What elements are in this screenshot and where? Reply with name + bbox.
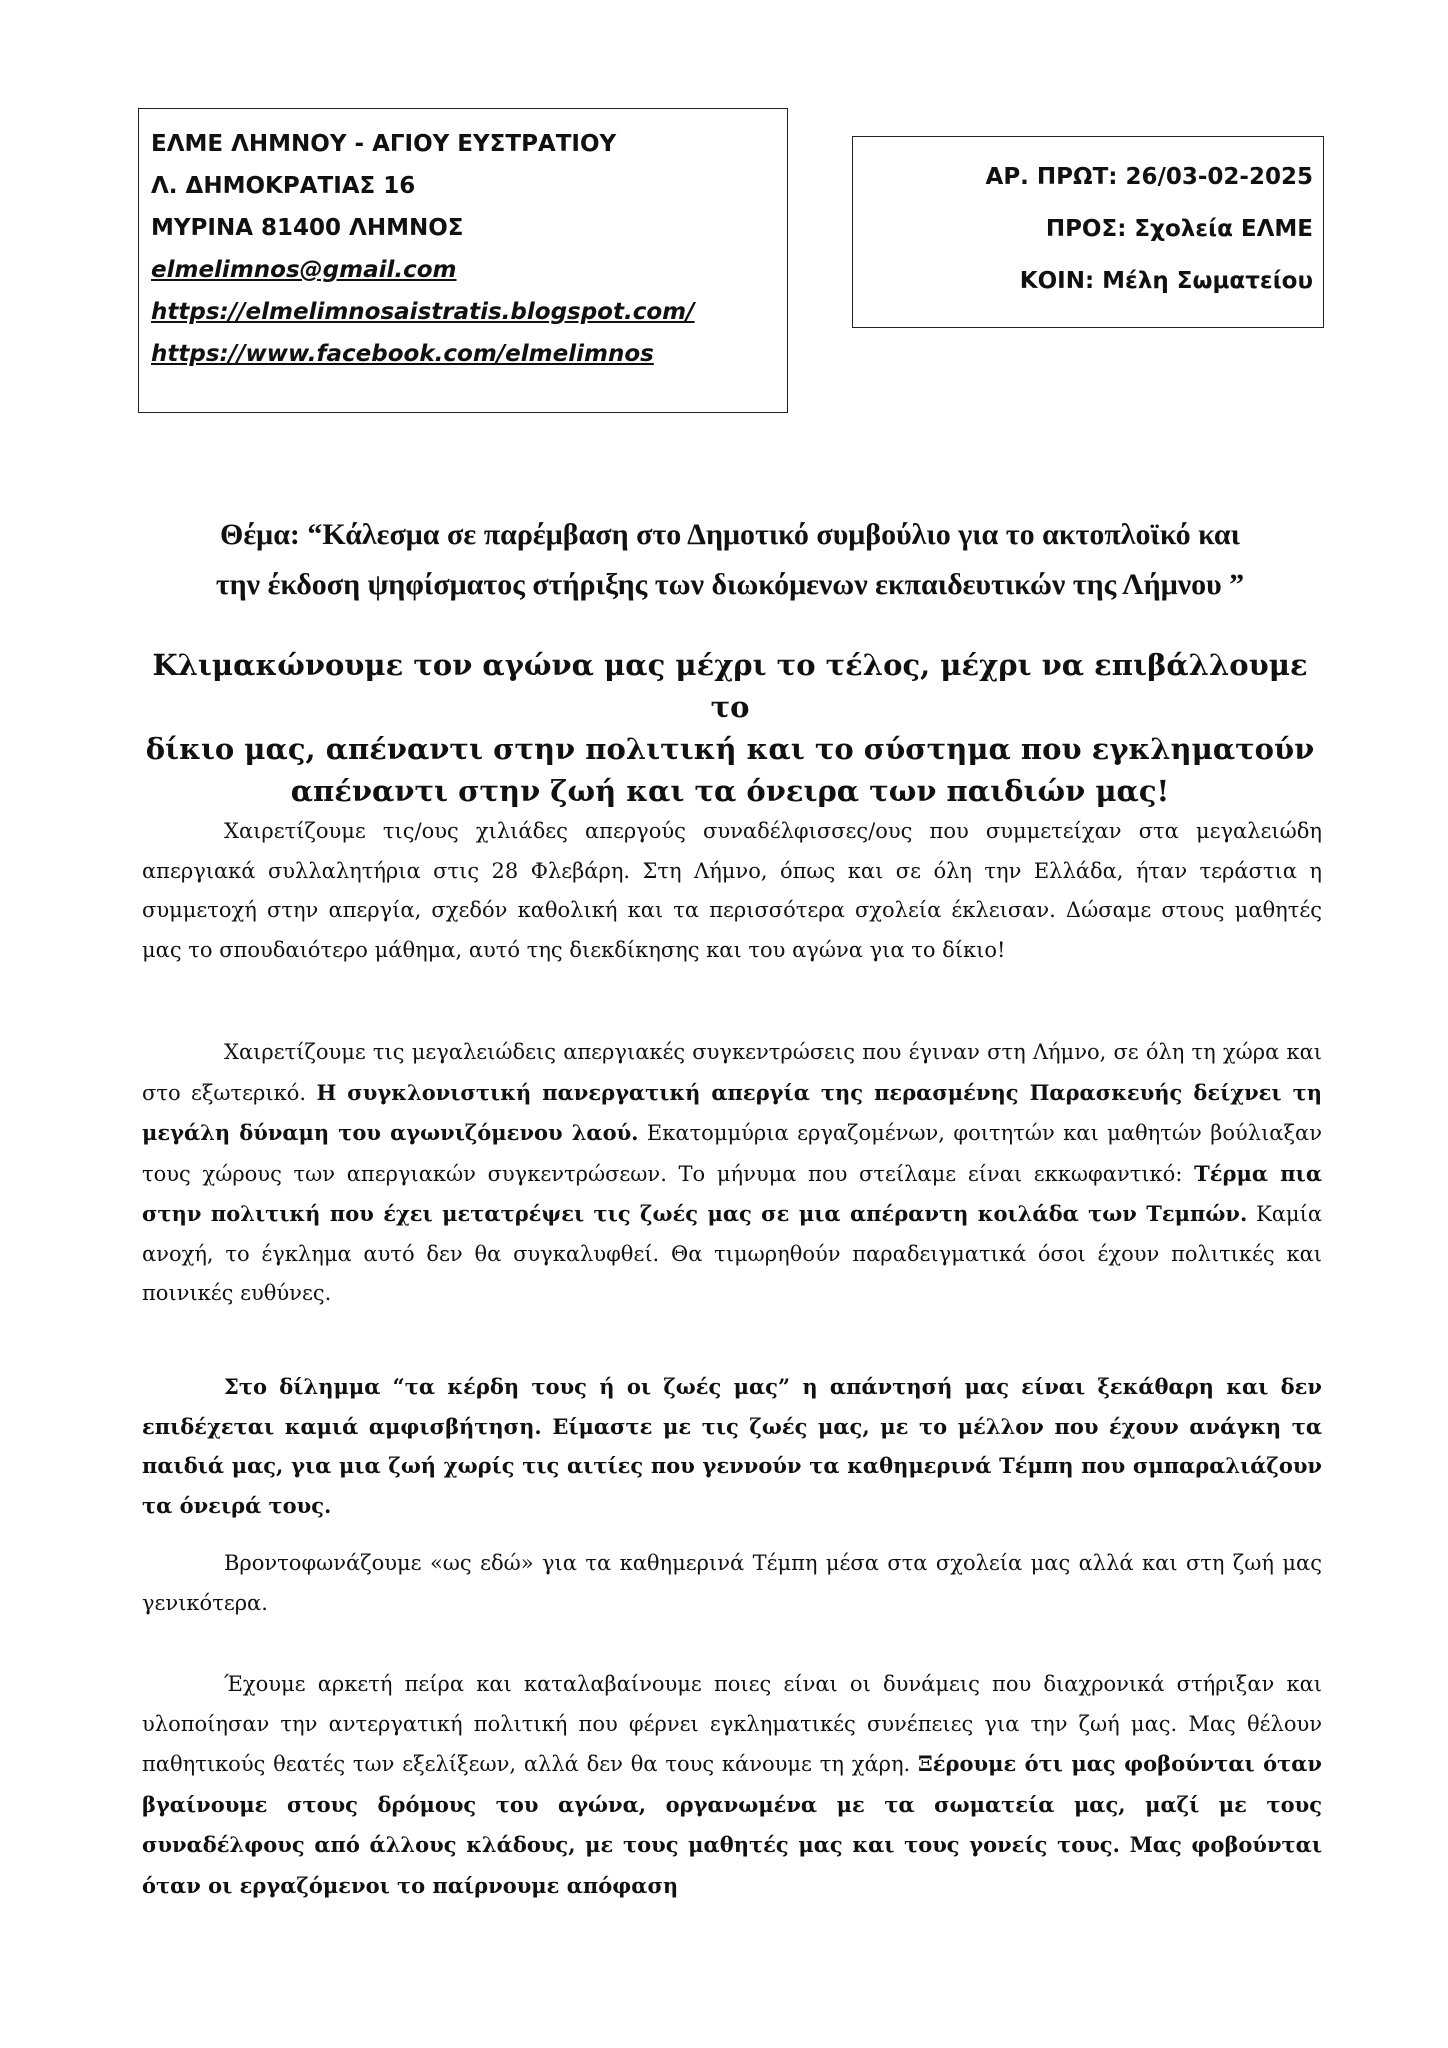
paragraph-2-bold-b: Η συγκλονιστική πανεργατική απεργία της περασμένης Παρασκευής δείχνει τη μεγάλη δύναμη του αγωνιζόμενου λαού.: [142, 1079, 1322, 1145]
paragraph-2-bold-d: Τέρμα πια στην πολιτική που έχει μετατρέψει τις ζωές μας σε μια απέραντη κοιλάδα των Τεμπών.: [142, 1160, 1322, 1226]
paragraph-2-text-c: Εκατομμύρια εργαζομένων, φοιτητών και μαθητών βούλιαξαν τους χώρους των απεργιακών συγκεντρώσεων. Το μήνυμα που στείλαμε είναι εκκωφαντικό:: [142, 1121, 1322, 1186]
sender-facebook-link[interactable]: https://www.facebook.com/elmelimnos: [151, 341, 654, 367]
headline-line-1: Κλιμακώνουμε τον αγώνα μας μέχρι το τέλος, μέχρι να επιβάλλουμε το: [152, 648, 1308, 724]
carbon-copy: ΚΟΙΝ: Μέλη Σωματείου: [1019, 268, 1313, 294]
headline-line-3: απέναντι στην ζωή και τα όνειρα των παιδιών μας!: [290, 774, 1170, 808]
sender-org: ΕΛΜΕ ΛΗΜΝΟΥ - ΑΓΙΟΥ ΕΥΣΤΡΑΤΙΟΥ: [151, 131, 617, 157]
paragraph-5-text-a: Έχουμε αρκετή πείρα και καταλαβαίνουμε ποιες είναι οι δυνάμεις που διαχρονικά στήριξαν και υλοποίησαν την αντεργατική πολιτική που φέρνει εγκληματικές συνέπειες για την ζωή μας. Μας θέλουν παθητικούς θεατές των εξελίξεων, αλλά δεν θα τους κάνουμε τη χάρη.: [142, 1672, 1322, 1776]
sender-address-box: [138, 108, 788, 413]
paragraph-3: Στο δίλημμα “τα κέρδη τους ή οι ζωές μας” η απάντησή μας είναι ξεκάθαρη και δεν επιδέχεται καμιά αμφισβήτηση. Είμαστε με τις ζωές μας, με το μέλλον που έχουν ανάγκη τα παιδιά μας, για μια ζωή χωρίς τις αιτίες που γεννούν τα καθημερινά Τέμπη που σμπαραλιάζουν τα όνειρά τους.: [142, 1374, 1322, 1518]
sender-city: ΜΥΡΙΝΑ 81400 ΛΗΜΝΟΣ: [151, 215, 464, 241]
paragraph-2: [142, 1033, 1322, 1314]
headline: [140, 644, 1320, 812]
subject-heading: [140, 510, 1320, 610]
protocol-number: ΑΡ. ΠΡΩΤ: 26/03-02-2025: [985, 164, 1313, 190]
document-meta-box: [852, 136, 1324, 328]
sender-blog-link[interactable]: https://elmelimnosaistratis.blogspot.com/: [151, 299, 695, 325]
paragraph-2-text-a: Χαιρετίζουμε τις μεγαλειώδεις απεργιακές συγκεντρώσεις που έγιναν στη Λήμνο, σε όλη τη χώρα και στο εξωτερικό.: [142, 1040, 1322, 1105]
paragraph-5: [142, 1665, 1322, 1906]
paragraph-4: Βροντοφωνάζουμε «ως εδώ» για τα καθημερινά Τέμπη μέσα στα σχολεία μας αλλά και στη ζωή μας γενικότερα.: [142, 1551, 1322, 1615]
subject-line-2: την έκδοση ψηφίσματος στήριξης των διωκόμενων εκπαιδευτικών της Λήμνου ”: [215, 568, 1245, 601]
headline-line-2: δίκιο μας, απέναντι στην πολιτική και το σύστημα που εγκληματούν: [145, 732, 1315, 766]
subject-line-1: Θέμα: “Κάλεσμα σε παρέμβαση στο Δημοτικό συμβούλιο για το ακτοπλοϊκό και: [220, 518, 1240, 551]
paragraph-2-text-e: Καμία ανοχή, το έγκλημα αυτό δεν θα συγκαλυφθεί. Θα τιμωρηθούν παραδειγματικά όσοι έχουν πολιτικές και ποινικές ευθύνες.: [142, 1202, 1322, 1305]
sender-street: Λ. ΔΗΜΟΚΡΑΤΙΑΣ 16: [151, 173, 416, 199]
sender-email-link[interactable]: elmelimnos@gmail.com: [151, 257, 457, 283]
paragraph-5-bold-b: Ξέρουμε ότι μας φοβούνται όταν βγαίνουμε στους δρόμους του αγώνα, οργανωμένα με τα σωματεία μας, μαζί με τους συναδέλφους από άλλους κλάδους, με τους μαθητές μας και τους γονείς τους. Μας φοβούνται όταν οι εργαζόμενοι το παίρνουμε απόφαση: [142, 1751, 1322, 1898]
recipient: ΠΡΟΣ: Σχολεία ΕΛΜΕ: [1045, 216, 1313, 242]
paragraph-1: Χαιρετίζουμε τις/ους χιλιάδες απεργούς συναδέλφισσες/ους που συμμετείχαν στα μεγαλειώδη απεργιακά συλλαλητήρια στις 28 Φλεβάρη. Στη Λήμνο, όπως και σε όλη την Ελλάδα, ήταν τεράστια η συμμετοχή στην απεργία, σχεδόν καθολική και τα περισσότερα σχολεία έκλεισαν. Δώσαμε στους μαθητές μας το σπουδαιότερο μάθημα, αυτό της διεκδίκησης και του αγώνα για το δίκιο!: [142, 819, 1322, 962]
